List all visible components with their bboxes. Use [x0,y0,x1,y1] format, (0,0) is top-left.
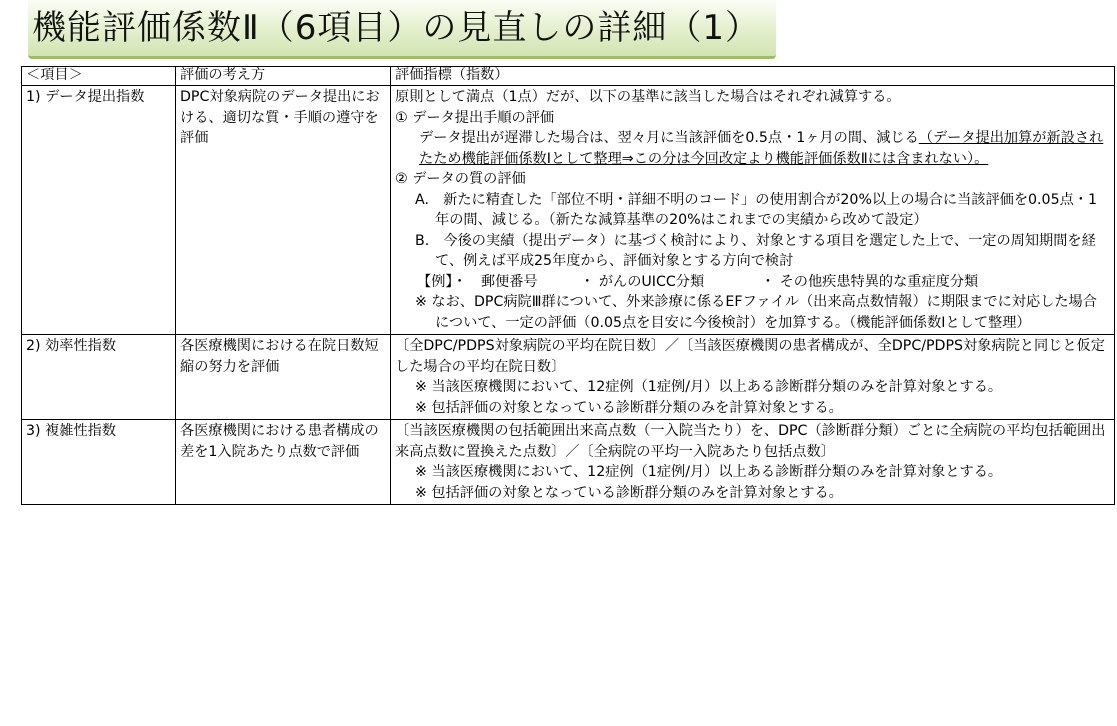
row-item-label: 2) 効率性指数 [22,335,176,420]
indicator-formula: 〔当該医療機関の包括範囲出来高点数（一入院当たり）を、DPC（診断群分類）ごとに全病院の平均包括範囲出来高点数に置換えた点数〕／〔全病院の平均一入院あたり包括点数〕 [395,423,1106,460]
indicator-item-a: A. 新たに精査した「部位不明・詳細不明のコード」の使用割合が20%以上の場合に当該評価を0.05点・1年の間、減じる。（新たな減算基準の20%はこれまでの実績から改めて設定） [415,191,1097,228]
page-title: 機能評価係数Ⅱ（6項目）の見直しの詳細（1） [32,8,760,48]
row-concept-text: 各医療機関における患者構成の差を1入院あたり点数で評価 [176,420,391,505]
indicator-note-2: ※ 包括評価の対象となっている診断群分類のみを計算対象とする。 [415,484,843,501]
row-concept-text: 各医療機関における在院日数短縮の努力を評価 [176,335,391,420]
indicator-note-1: ※ 当該医療機関において、12症例（1症例/月）以上ある診断群分類のみを計算対象とする。 [415,379,1003,395]
indicator-paragraph-1 [395,128,1110,169]
indicator-examples: 【例】・ 郵便番号 ・ がんのUICC分類 ・ その他疾患特異的な重症度分類 [417,273,979,290]
row-indicator-cell [391,420,1115,505]
indicator-formula: 〔全DPC/PDPS対象病院の平均在院日数〕／〔当該医療機関の患者構成が、全DPC/PDPS対象病院と同じと仮定した場合の平均在院日数〕 [395,338,1105,375]
indicator-delay-text: データ提出が遅滞した場合は、翌々月に当該評価を0.5点・1ヶ月の間、減じる [419,130,919,146]
header-concept: 評価の考え方 [176,67,391,86]
indicator-underlined-note: （データ提出加算が新設されたため機能評価係数Ⅰとして整理⇒この分は今回改定より機能評価係数Ⅱには含まれない）。 [419,130,1104,167]
row-indicator-cell [391,86,1115,335]
row-concept-text: DPC対象病院のデータ提出における、適切な質・手順の遵守を評価 [176,86,391,335]
indicator-subheading-1: ① データ提出手順の評価 [395,109,555,126]
indicator-principle: 原則として満点（1点）だが、以下の基準に該当した場合はそれぞれ減算する。 [395,89,901,105]
header-item: ＜項目＞ [22,67,176,86]
indicator-subheading-2: ② データの質の評価 [395,171,526,187]
row-item-label: 1) データ提出指数 [22,86,176,335]
table-header-row [22,67,1115,86]
indicator-item-b: B. 今後の実績（提出データ）に基づく検討により、対象とする項目を選定した上で、一定の周知期間を経て、例えば平成25年度から、評価対象とする方向で検討 [415,232,1096,269]
table-row-data-submission [22,86,1115,335]
table-row-efficiency [22,335,1115,420]
header-indicator: 評価指標（指数） [391,67,1115,86]
indicator-note-2: ※ 包括評価の対象となっている診断群分類のみを計算対象とする。 [415,399,843,416]
indicator-footnote: ※ なお、DPC病院Ⅲ群について、外来診療に係るEFファイル（出来高点数情報）に期限までに対応した場合について、一定の評価（0.05点を目安に今後検討）を加算する。（機能評価係数Ⅰとして整理） [415,294,1097,331]
row-indicator-cell [391,335,1115,420]
table-row-complexity [22,420,1115,505]
row-item-label: 3) 複雑性指数 [22,420,176,505]
indicator-note-1: ※ 当該医療機関において、12症例（1症例/月）以上ある診断群分類のみを計算対象とする。 [415,464,1003,480]
criteria-table [21,66,1115,505]
